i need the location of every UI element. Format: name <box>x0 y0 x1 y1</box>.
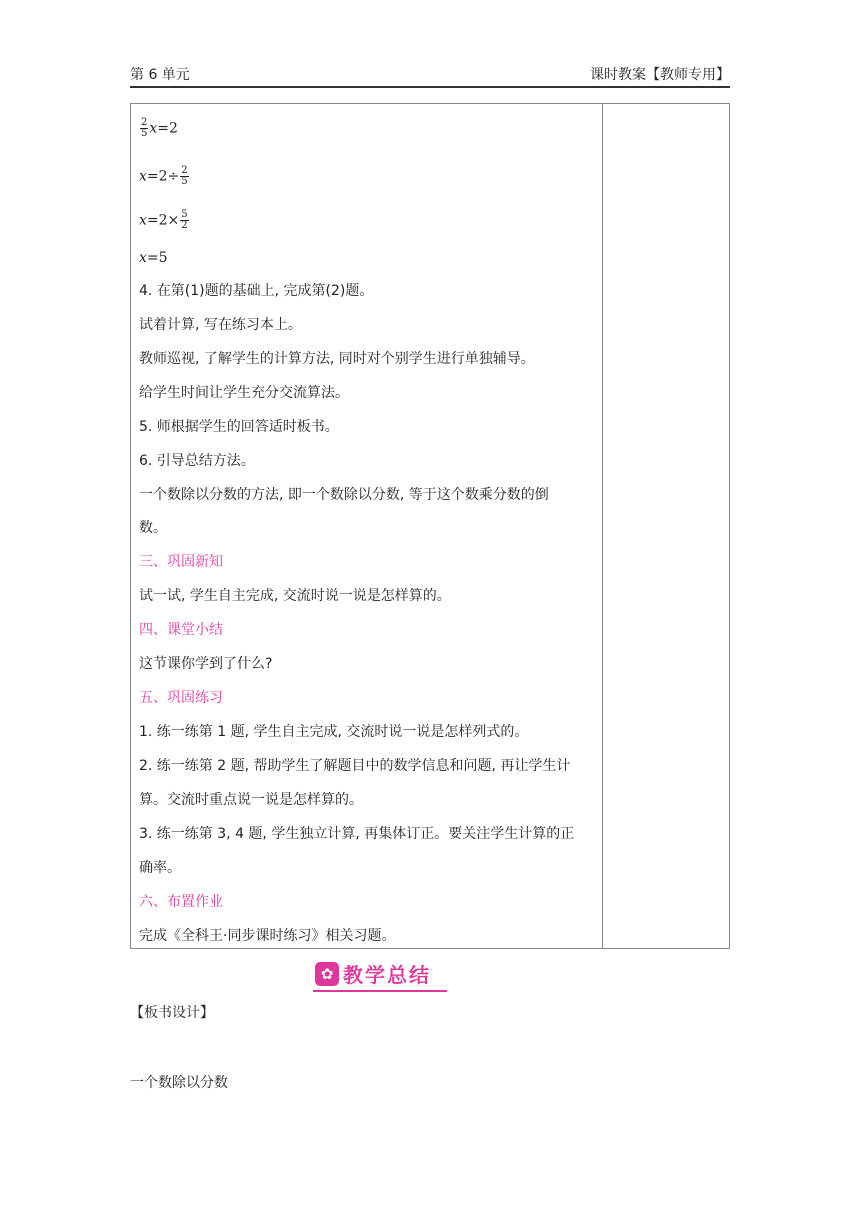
fraction: $\frac{5}{2}$ <box>181 209 188 231</box>
text-line: 算。交流时重点说一说是怎样算的。 <box>139 792 363 808</box>
text-line: 试一试, 学生自主完成, 交流时说一说是怎样算的。 <box>139 588 451 604</box>
page-header <box>130 62 730 88</box>
text-line: 教师巡视, 了解学生的计算方法, 同时对个别学生进行单独辅导。 <box>139 351 535 367</box>
text-line: 4. 在第(1)题的基础上, 完成第(2)题。 <box>139 283 374 299</box>
equation-2: x=2÷ $\frac{2}{5}$ <box>139 165 188 187</box>
text-line: 1. 练一练第 1 题, 学生自主完成, 交流时说一说是怎样列式的。 <box>139 724 529 740</box>
text-line: 这节课你学到了什么? <box>139 656 273 672</box>
text-line: 确率。 <box>139 860 181 876</box>
swirl-logo-icon: ✿ <box>315 962 339 986</box>
section-heading: 三、巩固新知 <box>139 554 223 570</box>
text-line: 5. 师根据学生的回答适时板书。 <box>139 419 339 435</box>
board-design-text: 一个数除以分数 <box>130 1075 228 1091</box>
text-line: 试着计算, 写在练习本上。 <box>139 317 302 333</box>
unit-label: 第 6 单元 <box>130 67 190 83</box>
table-column-divider <box>602 104 603 948</box>
fraction: $\frac{2}{5}$ <box>181 165 188 187</box>
text-line: 2. 练一练第 2 题, 帮助学生了解题目中的数学信息和问题, 再让学生计 <box>139 758 571 774</box>
text-line: 一个数除以分数的方法, 即一个数除以分数, 等于这个数乘分数的倒 <box>139 487 549 503</box>
text-line: 给学生时间让学生充分交流算法。 <box>139 385 349 401</box>
text-line: 3. 练一练第 3, 4 题, 学生独立计算, 再集体订正。要关注学生计算的正 <box>139 826 575 842</box>
equation-1: $\frac{2}{5}$ x=2 <box>141 117 178 139</box>
fraction: $\frac{2}{5}$ <box>141 117 148 139</box>
summary-banner <box>313 960 447 992</box>
text-line: 6. 引导总结方法。 <box>139 453 255 469</box>
text-line: 数。 <box>139 520 167 536</box>
board-design-label: 【板书设计】 <box>130 1005 214 1021</box>
equation-4: x=5 <box>139 250 168 266</box>
section-heading: 四、课堂小结 <box>139 622 223 638</box>
section-heading: 五、巩固练习 <box>139 690 223 706</box>
equation-3: x=2× $\frac{5}{2}$ <box>139 209 188 231</box>
summary-banner-title: 教学总结 <box>343 963 431 987</box>
doc-type-label: 课时教案【教师专用】 <box>590 67 730 83</box>
section-heading: 六、布置作业 <box>139 894 223 910</box>
text-line: 完成《全科王·同步课时练习》相关习题。 <box>139 928 396 944</box>
lesson-table <box>130 103 730 949</box>
